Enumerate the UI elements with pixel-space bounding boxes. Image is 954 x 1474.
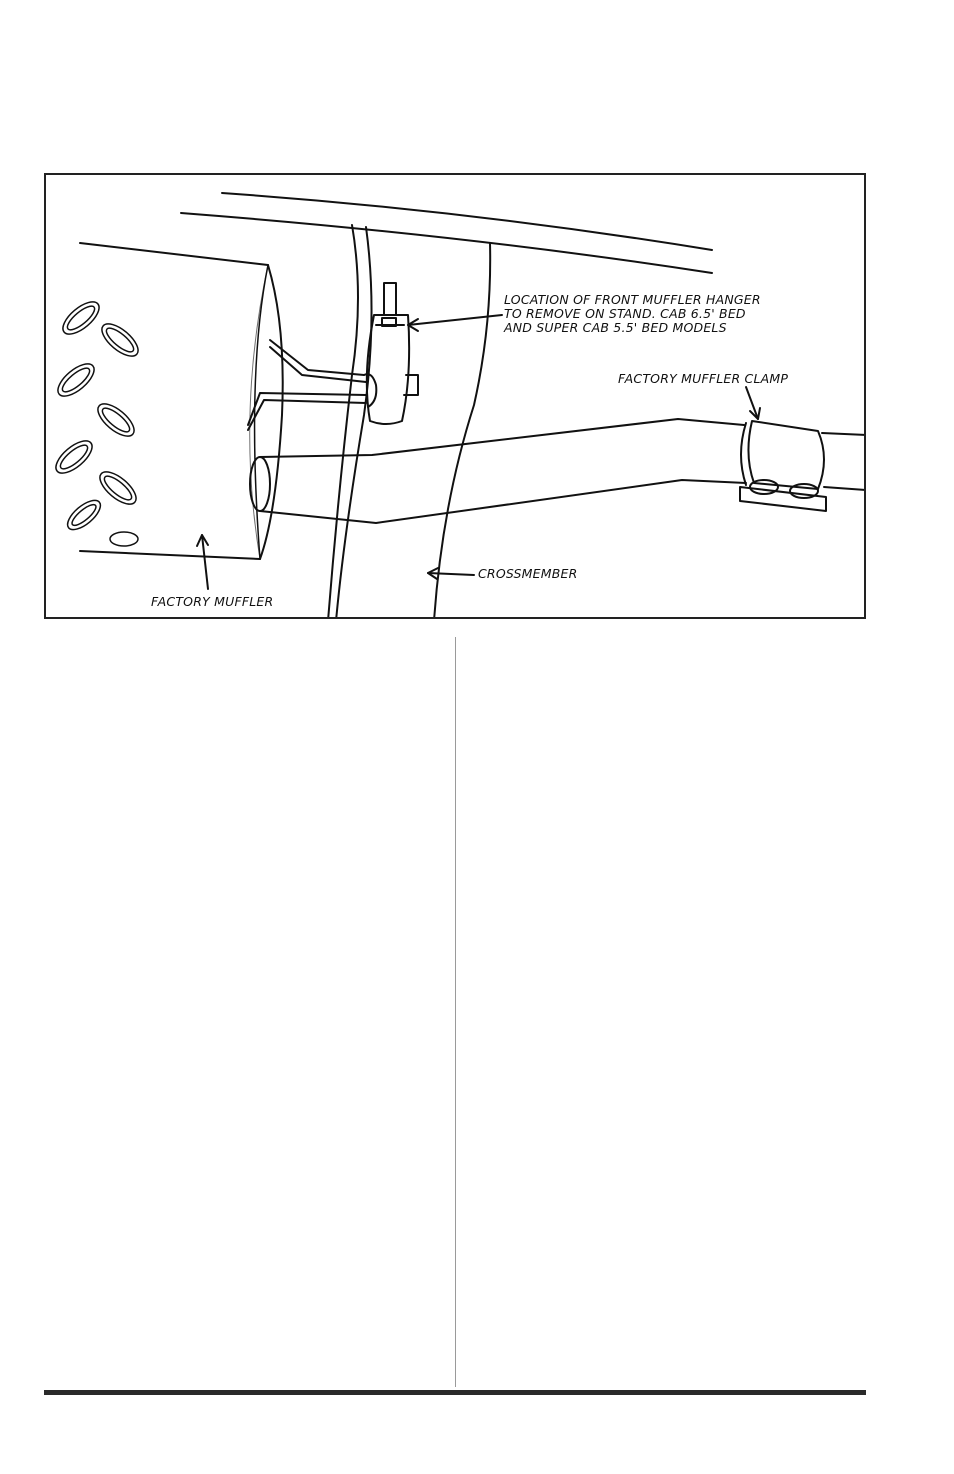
factory-muffler-clamp — [740, 421, 826, 511]
arrow-crossmember — [428, 573, 474, 575]
exhaust-illustration — [44, 173, 866, 619]
exhaust-drawing — [46, 175, 866, 619]
clamp-callout: FACTORY MUFFLER CLAMP — [618, 371, 789, 386]
hanger-callout — [504, 293, 761, 335]
hanger-callout-line-2: TO REMOVE ON STAND. CAB 6.5' BED — [504, 306, 746, 321]
crossmember — [328, 225, 490, 619]
muffler-louvers — [51, 296, 144, 546]
hanger-callout-line-3: AND SUPER CAB 5.5' BED MODELS — [504, 320, 727, 335]
column-divider — [455, 637, 456, 1387]
hanger-callout-line-1: LOCATION OF FRONT MUFFLER HANGER — [504, 292, 761, 307]
crossmember-callout: CROSSMEMBER — [478, 566, 578, 581]
factory-muffler — [51, 243, 283, 559]
muffler-callout: FACTORY MUFFLER — [151, 594, 274, 609]
footer-rule — [44, 1390, 866, 1395]
frame-rail-upper-line — [222, 193, 712, 250]
